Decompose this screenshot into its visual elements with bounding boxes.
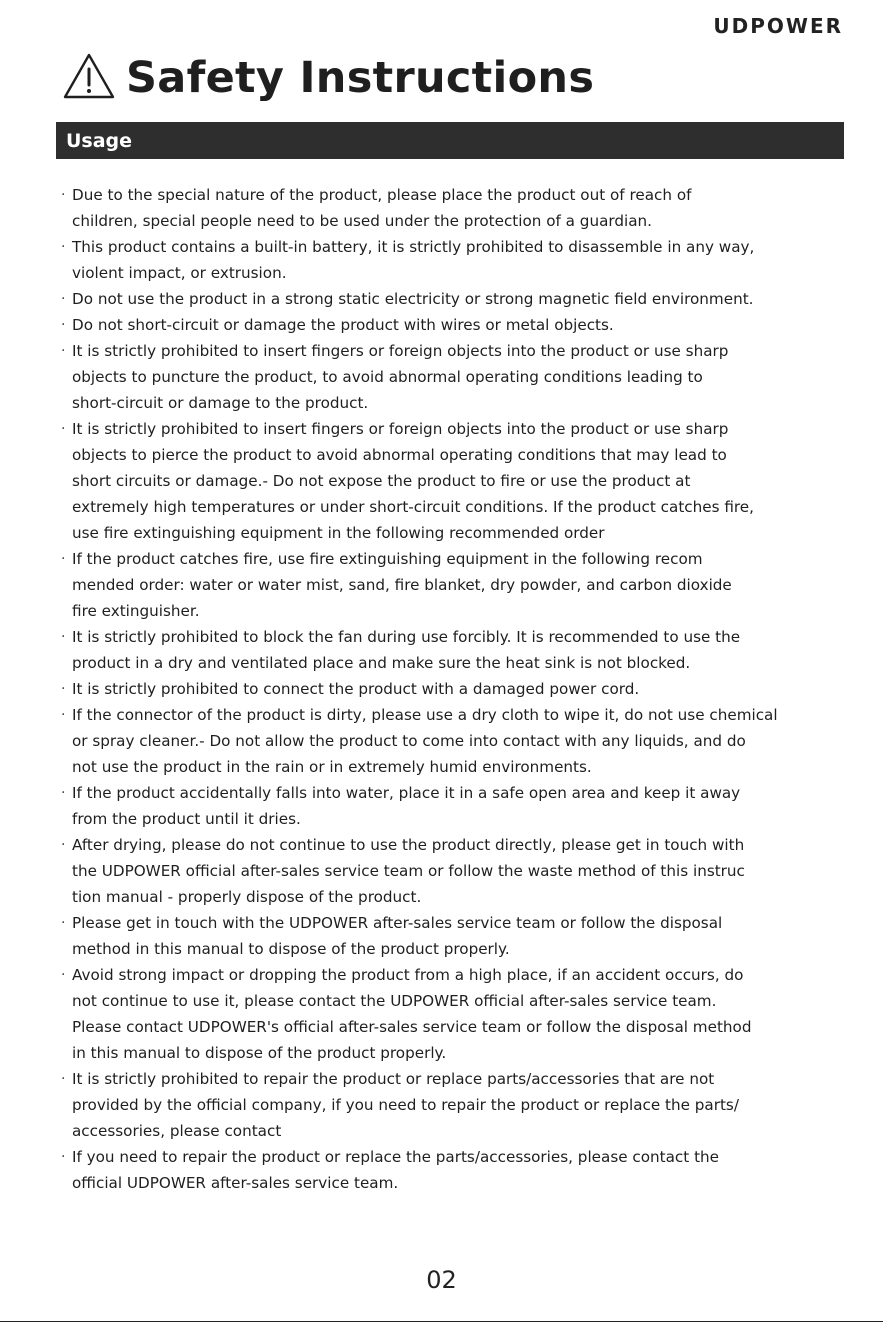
list-item <box>60 546 845 624</box>
list-item <box>60 910 845 962</box>
bottom-divider <box>0 1321 883 1322</box>
list-item <box>60 182 845 234</box>
list-item-line: official UDPOWER after-sales service team. <box>72 1174 399 1192</box>
page-number: 02 <box>426 1266 457 1294</box>
bullet-dot: · <box>61 187 66 203</box>
bullet-dot: · <box>61 681 66 697</box>
bullet-dot: · <box>61 707 66 723</box>
bullet-dot: · <box>61 629 66 645</box>
list-item-line: Do not short-circuit or damage the product with wires or metal objects. <box>72 316 614 334</box>
list-item-line: tion manual - properly dispose of the product. <box>72 888 422 906</box>
list-item-line: from the product until it dries. <box>72 810 301 828</box>
bullet-dot: · <box>61 239 66 255</box>
list-item-line: short circuits or damage.- Do not expose the product to fire or use the product at <box>72 472 691 490</box>
bullet-dot: · <box>61 551 66 567</box>
list-item-line: If the product catches fire, use fire extinguishing equipment in the following recom <box>72 550 703 568</box>
list-item-line: children, special people need to be used under the protection of a guardian. <box>72 212 652 230</box>
list-item <box>60 1144 845 1196</box>
list-item-line: objects to pierce the product to avoid abnormal operating conditions that may lead to <box>72 446 727 464</box>
bullet-dot: · <box>61 1071 66 1087</box>
bullet-dot: · <box>61 967 66 983</box>
list-item-line: It is strictly prohibited to insert fingers or foreign objects into the product or use sharp <box>72 342 729 360</box>
warning-icon <box>62 52 126 104</box>
list-item <box>60 832 845 910</box>
list-item-line: not continue to use it, please contact the UDPOWER official after-sales service team. <box>72 992 717 1010</box>
list-item-line: extremely high temperatures or under short-circuit conditions. If the product catches fire, <box>72 498 754 516</box>
list-item-line: It is strictly prohibited to connect the product with a damaged power cord. <box>72 680 640 698</box>
list-item-line: It is strictly prohibited to insert fingers or foreign objects into the product or use sharp <box>72 420 729 438</box>
list-item <box>60 312 845 338</box>
list-item <box>60 962 845 1066</box>
bullet-dot: · <box>61 317 66 333</box>
list-item-line: or spray cleaner.- Do not allow the product to come into contact with any liquids, and do <box>72 732 746 750</box>
list-item-line: use fire extinguishing equipment in the following recommended order <box>72 524 605 542</box>
brand-logo: UDPOWER <box>713 14 843 38</box>
list-item-line: Avoid strong impact or dropping the product from a high place, if an accident occurs, do <box>72 966 744 984</box>
list-item-line: This product contains a built-in battery, it is strictly prohibited to disassemble in any way, <box>72 238 755 256</box>
list-item <box>60 1066 845 1144</box>
list-item <box>60 676 845 702</box>
page-title: Safety Instructions <box>126 53 595 103</box>
list-item-line: Due to the special nature of the product, please place the product out of reach of <box>72 186 692 204</box>
bullet-dot: · <box>61 421 66 437</box>
bullet-dot: · <box>61 785 66 801</box>
list-item <box>60 702 845 780</box>
list-item-line: method in this manual to dispose of the product properly. <box>72 940 510 958</box>
section-header <box>56 122 844 159</box>
list-item-line: not use the product in the rain or in extremely humid environments. <box>72 758 592 776</box>
list-item-line: If you need to repair the product or replace the parts/accessories, please contact the <box>72 1148 719 1166</box>
list-item-line: Do not use the product in a strong static electricity or strong magnetic field environment. <box>72 290 754 308</box>
bullet-dot: · <box>61 1149 66 1165</box>
list-item-line: Please contact UDPOWER's official after-sales service team or follow the disposal method <box>72 1018 752 1036</box>
list-item-line: violent impact, or extrusion. <box>72 264 287 282</box>
list-item-line: short-circuit or damage to the product. <box>72 394 369 412</box>
list-item-line: fire extinguisher. <box>72 602 200 620</box>
bullet-dot: · <box>61 837 66 853</box>
list-item-line: If the connector of the product is dirty, please use a dry cloth to wipe it, do not use chemical <box>72 706 778 724</box>
list-item-line: If the product accidentally falls into water, place it in a safe open area and keep it away <box>72 784 741 802</box>
list-item-line: objects to puncture the product, to avoid abnormal operating conditions leading to <box>72 368 703 386</box>
list-item-line: accessories, please contact <box>72 1122 282 1140</box>
list-item-line: Please get in touch with the UDPOWER after-sales service team or follow the disposal <box>72 914 723 932</box>
list-item-line: It is strictly prohibited to block the fan during use forcibly. It is recommended to use the <box>72 628 741 646</box>
bullet-dot: · <box>61 291 66 307</box>
list-item-line: provided by the official company, if you need to repair the product or replace the parts/ <box>72 1096 739 1114</box>
list-item <box>60 624 845 676</box>
list-item-line: mended order: water or water mist, sand, fire blanket, dry powder, and carbon dioxide <box>72 576 732 594</box>
list-item-line: After drying, please do not continue to use the product directly, please get in touch with <box>72 836 745 854</box>
list-item <box>60 780 845 832</box>
section-title: Usage <box>66 129 133 152</box>
list-item <box>60 286 845 312</box>
list-item <box>60 234 845 286</box>
list-item-line: the UDPOWER official after-sales service team or follow the waste method of this instruc <box>72 862 745 880</box>
bullet-dot: · <box>61 915 66 931</box>
instruction-list <box>60 182 845 1196</box>
list-item-line: product in a dry and ventilated place and make sure the heat sink is not blocked. <box>72 654 691 672</box>
list-item <box>60 416 845 546</box>
list-item-line: It is strictly prohibited to repair the product or replace parts/accessories that are not <box>72 1070 715 1088</box>
list-item <box>60 338 845 416</box>
list-item-line: in this manual to dispose of the product properly. <box>72 1044 447 1062</box>
title-row <box>62 52 594 104</box>
bullet-dot: · <box>61 343 66 359</box>
